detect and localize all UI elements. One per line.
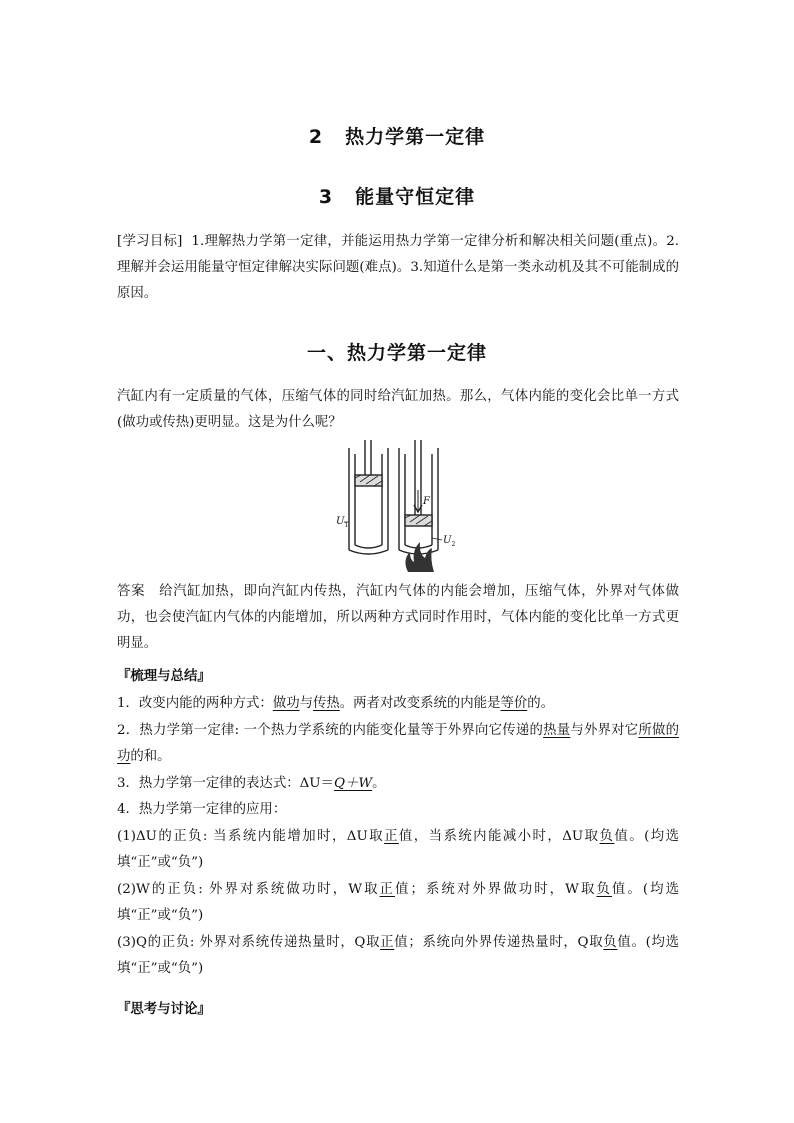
lesson-subtitle-number: 3	[318, 186, 334, 208]
answer-blank: Q＋W	[333, 775, 373, 791]
lesson-title	[0, 122, 794, 149]
learning-goals	[117, 229, 679, 307]
right-cylinder	[399, 440, 438, 554]
summary-list	[117, 691, 679, 983]
learning-goals-text: 1.理解热力学第一定律，并能运用热力学第一定律分析和解决相关问题(重点)。2.理解并会运用能量守恒定律解决实际问题(难点)。3.知道什么是第一类永动机及其不可能制成的原因。	[117, 234, 680, 301]
answer-label: 答案	[117, 584, 146, 599]
answer-text: 给汽缸加热，即向汽缸内传热，汽缸内气体的内能会增加，压缩气体，外界对气体做功，也会使汽缸内气体的内能增加，所以两种方式同时作用时，气体内能的变化比单一方式更明显。	[117, 584, 680, 651]
answer-blank: 传热	[313, 696, 340, 711]
answer-blank: 正	[380, 934, 395, 950]
cylinder-figure	[330, 440, 470, 572]
lesson-subtitle-text: 能量守恒定律	[355, 186, 476, 208]
section-title: 一、热力学第一定律	[306, 342, 487, 364]
label-force: F	[423, 496, 430, 507]
lesson-subtitle	[0, 182, 794, 209]
answer-blank: 正	[384, 828, 399, 844]
learning-goals-label: [学习目标]	[117, 234, 183, 249]
answer-blank: 做功	[272, 696, 300, 711]
lesson-number: 2	[308, 126, 324, 148]
summary-item-4-2: (2)W的正负: 外界对系统做功时，W取正值；系统对外界做功时，W取负值。(均选填“正”或“负”)	[117, 881, 680, 923]
think-heading: 『思考与讨论』	[117, 1002, 211, 1017]
answer-blank: 热量	[543, 722, 571, 738]
summary-item-3: 3．热力学第一定律的表达式：ΔU＝Q＋W。	[117, 775, 386, 791]
answer-blank: 负	[599, 828, 615, 844]
answer-paragraph	[117, 579, 679, 657]
answer-blank: 负	[603, 934, 618, 950]
summary-item-4-3: (3)Q的正负: 外界对系统传递热量时，Q取正值；系统向外界传递热量时，Q取负值。(均选填“正”或“负”)	[117, 934, 679, 976]
left-cylinder	[349, 440, 388, 554]
answer-blank: 正	[379, 881, 396, 897]
summary-item-4: 4．热力学第一定律的应用：	[117, 802, 287, 817]
summary-item-1: 1．改变内能的两种方式：做功与传热。两者对改变系统的内能是等价的。	[117, 696, 555, 711]
summary-heading: 『梳理与总结』	[117, 669, 211, 684]
label-u1: $U_1$	[336, 516, 349, 529]
answer-blank: 等价	[500, 696, 528, 711]
intro-paragraph: 汽缸内有一定质量的气体，压缩气体的同时给汽缸加热。那么，气体内能的变化会比单一方式(做功或传热)更明显。这是为什么呢？	[117, 389, 679, 430]
answer-blank: 负	[596, 881, 612, 897]
label-u2: $U_2$	[443, 535, 456, 548]
summary-item-4-1: (1)ΔU的正负: 当系统内能增加时，ΔU取正值，当系统内能减小时，ΔU取负值。(均选填“正”或“负”)	[117, 828, 680, 870]
lesson-title-text: 热力学第一定律	[345, 126, 486, 148]
answer-blank: 所做的功	[117, 722, 680, 764]
summary-item-2: 2．热力学第一定律: 一个热力学系统的内能变化量等于外界向它传递的热量与外界对它所做的功的和。	[117, 722, 680, 764]
